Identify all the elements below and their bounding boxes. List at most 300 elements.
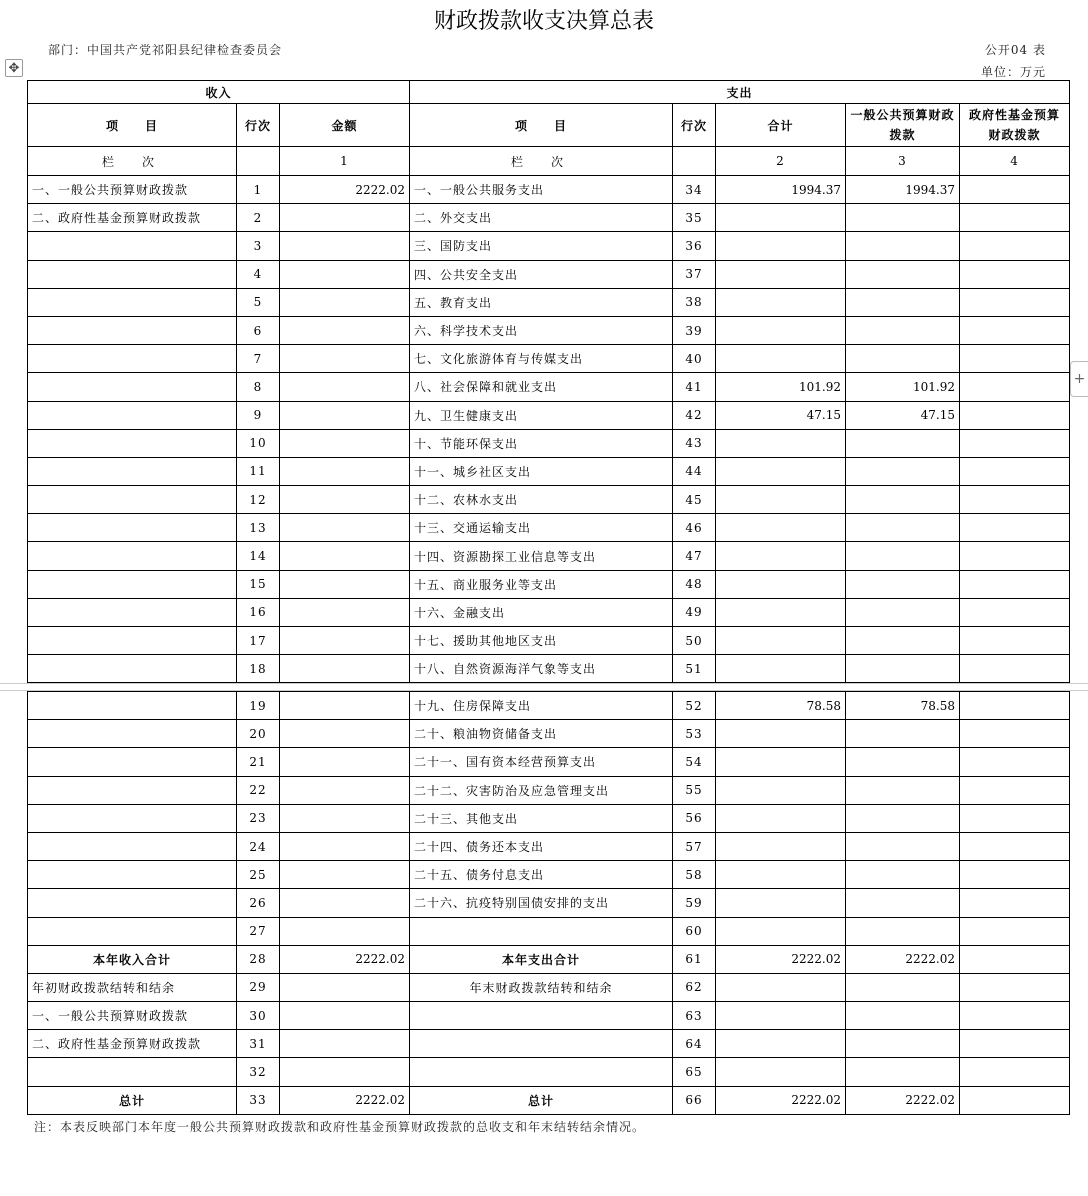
total-cell [716,748,846,776]
gov-fund-cell [960,345,1070,373]
expense-item-cell: 八、社会保障和就业支出 [410,373,673,401]
income-amount-cell [280,570,410,598]
income-item-cell [28,429,237,457]
income-amount-cell [280,401,410,429]
gov-fund-cell [960,889,1070,917]
income-line-cell: 20 [237,720,280,748]
income-amount-cell [280,542,410,570]
total-cell [716,345,846,373]
expense-line-cell: 57 [673,832,716,860]
income-line-cell: 13 [237,514,280,542]
table-row [28,655,1070,683]
expense-item-cell: 九、卫生健康支出 [410,401,673,429]
income-item-cell [28,316,237,344]
income-line-cell: 22 [237,776,280,804]
general-budget-cell: 2222.02 [846,945,960,973]
income-item-cell [28,542,237,570]
income-line-cell: 24 [237,832,280,860]
income-item-cell: 二、政府性基金预算财政拨款 [28,1030,237,1058]
page-break [0,683,1088,691]
income-line-cell: 11 [237,457,280,485]
income-line-cell: 14 [237,542,280,570]
total-cell: 101.92 [716,373,846,401]
general-budget-cell [846,345,960,373]
income-amount-cell [280,720,410,748]
expense-line-cell: 60 [673,917,716,945]
income-amount-cell [280,232,410,260]
expense-item-cell: 二十三、其他支出 [410,804,673,832]
table-row [28,514,1070,542]
expense-item-cell [410,1030,673,1058]
col-index-3: 3 [846,147,960,176]
expense-item-cell: 十、节能环保支出 [410,429,673,457]
col-index-4: 4 [960,147,1070,176]
income-item-cell: 二、政府性基金预算财政拨款 [28,204,237,232]
income-line-cell: 21 [237,748,280,776]
income-item-cell [28,889,237,917]
income-line-cell: 19 [237,692,280,720]
income-amount-cell [280,804,410,832]
income-line-cell: 1 [237,176,280,204]
total-cell [716,486,846,514]
move-handle-icon[interactable]: ✥ [5,59,23,77]
expense-item-cell: 六、科学技术支出 [410,316,673,344]
total-cell: 78.58 [716,692,846,720]
total-cell: 1994.37 [716,176,846,204]
expense-item-cell: 十五、商业服务业等支出 [410,570,673,598]
income-item-cell [28,486,237,514]
general-budget-cell [846,316,960,344]
income-item-cell [28,861,237,889]
table-row [28,401,1070,429]
gov-fund-cell [960,748,1070,776]
total-cell [716,655,846,683]
income-line-cell: 23 [237,804,280,832]
income-line-cell: 31 [237,1030,280,1058]
table-row [28,1030,1070,1058]
income-item-cell [28,917,237,945]
income-amount-cell [280,373,410,401]
table-row [28,1058,1070,1086]
income-item-cell [28,401,237,429]
income-item-cell [28,598,237,626]
table-row [28,542,1070,570]
col-label: 栏 次 [410,147,673,176]
expense-item-cell: 二十一、国有资本经营预算支出 [410,748,673,776]
expense-item-cell: 十九、住房保障支出 [410,692,673,720]
income-amount-cell [280,627,410,655]
expense-line-cell: 47 [673,542,716,570]
expense-line-cell: 66 [673,1086,716,1114]
expense-line-cell: 45 [673,486,716,514]
general-budget-cell: 1994.37 [846,176,960,204]
expense-item-cell: 十三、交通运输支出 [410,514,673,542]
general-budget-cell [846,288,960,316]
income-item-cell [28,655,237,683]
fiscal-summary-table-part1 [27,80,1070,683]
expense-item-cell: 十七、援助其他地区支出 [410,627,673,655]
expense-item-cell: 总计 [410,1086,673,1114]
total-cell [716,316,846,344]
general-budget-cell [846,917,960,945]
total-cell [716,889,846,917]
gov-fund-header: 政府性基金预算财政拨款 [960,104,1070,147]
income-amount-cell: 2222.02 [280,1086,410,1114]
expense-line-cell: 46 [673,514,716,542]
gov-fund-cell [960,486,1070,514]
expense-item-cell: 七、文化旅游体育与传媒支出 [410,345,673,373]
general-budget-cell: 78.58 [846,692,960,720]
income-item-cell [28,373,237,401]
income-item-cell [28,832,237,860]
table-row [28,748,1070,776]
table-row [28,1086,1070,1114]
table-row [28,917,1070,945]
table-code: 公开04 表 [984,43,1046,57]
total-cell [716,457,846,485]
expense-line-cell: 34 [673,176,716,204]
table-row [28,832,1070,860]
expense-item-header: 项 目 [410,104,673,147]
total-cell: 2222.02 [716,945,846,973]
general-budget-cell [846,1030,960,1058]
income-amount-cell [280,917,410,945]
general-budget-cell [846,776,960,804]
gov-fund-cell [960,429,1070,457]
general-budget-cell [846,260,960,288]
fiscal-summary-table-part2 [27,691,1070,1115]
gov-fund-cell [960,204,1070,232]
table-row [28,176,1070,204]
table-row [28,720,1070,748]
general-budget-cell [846,514,960,542]
income-header: 收入 [28,81,410,104]
income-line-cell: 4 [237,260,280,288]
expense-line-cell: 55 [673,776,716,804]
table-row [28,804,1070,832]
total-cell [716,514,846,542]
income-amount-cell [280,1030,410,1058]
total-cell [716,598,846,626]
gov-fund-cell [960,917,1070,945]
general-budget-cell [846,486,960,514]
expense-line-cell: 56 [673,804,716,832]
general-budget-cell [846,655,960,683]
amount-header: 金额 [280,104,410,147]
table-row [28,232,1070,260]
income-line-cell: 25 [237,861,280,889]
total-cell [716,1058,846,1086]
income-line-cell: 5 [237,288,280,316]
expense-line-cell: 41 [673,373,716,401]
gov-fund-cell [960,457,1070,485]
expense-line-header: 行次 [673,104,716,147]
total-cell [716,542,846,570]
income-amount-cell [280,204,410,232]
income-item-cell [28,804,237,832]
expense-item-cell: 三、国防支出 [410,232,673,260]
expense-line-cell: 65 [673,1058,716,1086]
expense-line-cell: 44 [673,457,716,485]
general-budget-cell [846,832,960,860]
income-line-cell: 28 [237,945,280,973]
total-cell [716,804,846,832]
income-line-cell: 2 [237,204,280,232]
income-amount-cell [280,457,410,485]
expense-line-cell: 50 [673,627,716,655]
total-cell [716,288,846,316]
income-line-cell: 10 [237,429,280,457]
expense-item-cell: 二十、粮油物资储备支出 [410,720,673,748]
expense-item-cell: 二十四、债务还本支出 [410,832,673,860]
expense-line-cell: 42 [673,401,716,429]
expense-line-cell: 37 [673,260,716,288]
table-row [28,373,1070,401]
general-budget-cell [846,804,960,832]
expense-item-cell: 十八、自然资源海洋气象等支出 [410,655,673,683]
income-amount-cell [280,973,410,1001]
total-cell [716,1002,846,1030]
gov-fund-cell [960,776,1070,804]
income-item-cell [28,457,237,485]
income-amount-cell [280,655,410,683]
table-row [28,457,1070,485]
total-cell [716,570,846,598]
income-item-cell: 年初财政拨款结转和结余 [28,973,237,1001]
gov-fund-cell [960,1086,1070,1114]
expense-line-cell: 58 [673,861,716,889]
expense-item-cell: 二十六、抗疫特别国债安排的支出 [410,889,673,917]
gov-fund-cell [960,973,1070,1001]
expense-item-cell [410,1002,673,1030]
table-row [28,692,1070,720]
income-item-cell [28,776,237,804]
total-cell: 47.15 [716,401,846,429]
total-cell [716,720,846,748]
general-budget-cell [846,232,960,260]
table-row [28,627,1070,655]
income-line-cell: 9 [237,401,280,429]
table-row [28,204,1070,232]
expense-line-cell: 43 [673,429,716,457]
income-amount-cell [280,514,410,542]
total-cell [716,260,846,288]
add-icon[interactable]: + [1070,361,1088,397]
income-item-cell [28,345,237,373]
table-row [28,486,1070,514]
income-line-cell: 8 [237,373,280,401]
gov-fund-cell [960,720,1070,748]
table-row [28,570,1070,598]
expense-line-cell: 35 [673,204,716,232]
expense-line-cell: 48 [673,570,716,598]
total-cell: 2222.02 [716,1086,846,1114]
col-label: 栏 次 [28,147,237,176]
income-item-header: 项 目 [28,104,237,147]
expense-line-cell: 52 [673,692,716,720]
general-budget-cell [846,1058,960,1086]
income-amount-cell [280,345,410,373]
general-budget-cell: 2222.02 [846,1086,960,1114]
income-amount-cell [280,1058,410,1086]
table-row [28,345,1070,373]
gov-fund-cell [960,570,1070,598]
expense-item-cell: 一、一般公共服务支出 [410,176,673,204]
footnote: 注：本表反映部门本年度一般公共预算财政拨款和政府性基金预算财政拨款的总收支和年末结转结余情况。 [34,1120,646,1134]
expense-line-cell: 51 [673,655,716,683]
gov-fund-cell [960,1030,1070,1058]
income-amount-cell [280,598,410,626]
table-row [28,776,1070,804]
general-budget-cell [846,748,960,776]
expense-item-cell: 十六、金融支出 [410,598,673,626]
income-item-cell [28,232,237,260]
general-budget-cell [846,457,960,485]
income-amount-cell [280,861,410,889]
expense-line-cell: 54 [673,748,716,776]
income-line-cell: 17 [237,627,280,655]
gov-fund-cell [960,373,1070,401]
income-item-cell: 一、一般公共预算财政拨款 [28,1002,237,1030]
income-item-cell [28,514,237,542]
gov-fund-cell [960,861,1070,889]
expense-line-cell: 64 [673,1030,716,1058]
expense-item-cell: 二十五、债务付息支出 [410,861,673,889]
income-line-cell: 18 [237,655,280,683]
total-cell [716,204,846,232]
total-cell [716,627,846,655]
expense-item-cell: 十二、农林水支出 [410,486,673,514]
general-budget-cell [846,598,960,626]
income-amount-cell [280,1002,410,1030]
gov-fund-cell [960,401,1070,429]
income-item-cell [28,260,237,288]
expense-line-cell: 59 [673,889,716,917]
income-item-cell: 本年收入合计 [28,945,237,973]
table-row [28,861,1070,889]
income-line-cell: 6 [237,316,280,344]
expense-item-cell [410,917,673,945]
expense-item-cell: 十四、资源勘探工业信息等支出 [410,542,673,570]
general-budget-cell [846,889,960,917]
expense-item-cell: 二十二、灾害防治及应急管理支出 [410,776,673,804]
income-line-cell: 7 [237,345,280,373]
table-row [28,288,1070,316]
gov-fund-cell [960,316,1070,344]
expense-line-cell: 49 [673,598,716,626]
table-row [28,598,1070,626]
income-amount-cell: 2222.02 [280,945,410,973]
general-budget-cell [846,861,960,889]
gov-fund-cell [960,288,1070,316]
expense-item-cell: 本年支出合计 [410,945,673,973]
expense-item-cell: 四、公共安全支出 [410,260,673,288]
income-item-cell [28,570,237,598]
table-row [28,889,1070,917]
table-row [28,316,1070,344]
expense-line-cell: 38 [673,288,716,316]
table-row [28,260,1070,288]
income-item-cell [28,748,237,776]
gov-fund-cell [960,692,1070,720]
income-amount-cell: 2222.02 [280,176,410,204]
income-amount-cell [280,889,410,917]
general-budget-cell [846,429,960,457]
income-line-cell: 15 [237,570,280,598]
gov-fund-cell [960,832,1070,860]
general-budget-cell [846,1002,960,1030]
expense-item-cell: 五、教育支出 [410,288,673,316]
table-row [28,429,1070,457]
total-cell [716,917,846,945]
general-budget-cell [846,204,960,232]
total-header: 合计 [716,104,846,147]
general-budget-cell [846,542,960,570]
general-budget-cell [846,973,960,1001]
expense-item-cell: 年末财政拨款结转和结余 [410,973,673,1001]
income-line-cell: 12 [237,486,280,514]
gov-fund-cell [960,514,1070,542]
col-index-2: 2 [716,147,846,176]
total-cell [716,776,846,804]
income-amount-cell [280,429,410,457]
general-budget-cell [846,627,960,655]
total-cell [716,232,846,260]
table-row [28,1002,1070,1030]
expense-line-cell: 61 [673,945,716,973]
expense-item-cell: 二、外交支出 [410,204,673,232]
general-budget-cell [846,720,960,748]
income-amount-cell [280,832,410,860]
table-row [28,973,1070,1001]
income-amount-cell [280,486,410,514]
general-budget-cell: 101.92 [846,373,960,401]
total-cell [716,832,846,860]
income-amount-cell [280,260,410,288]
gov-fund-cell [960,232,1070,260]
gov-fund-cell [960,945,1070,973]
gov-fund-cell [960,627,1070,655]
department-label: 部门：中国共产党祁阳县纪律检查委员会 [48,43,283,57]
expense-line-cell: 63 [673,1002,716,1030]
unit-label: 单位：万元 [980,65,1046,79]
general-budget-cell: 47.15 [846,401,960,429]
expense-line-cell: 40 [673,345,716,373]
gov-fund-cell [960,542,1070,570]
total-cell [716,861,846,889]
total-cell [716,429,846,457]
income-line-cell: 32 [237,1058,280,1086]
income-line-cell: 33 [237,1086,280,1114]
income-amount-cell [280,748,410,776]
expense-line-cell: 39 [673,316,716,344]
income-item-cell: 总计 [28,1086,237,1114]
col-index-1: 1 [280,147,410,176]
income-amount-cell [280,316,410,344]
income-line-cell: 30 [237,1002,280,1030]
income-amount-cell [280,776,410,804]
gov-fund-cell [960,1002,1070,1030]
income-line-cell: 27 [237,917,280,945]
total-cell [716,973,846,1001]
income-item-cell: 一、一般公共预算财政拨款 [28,176,237,204]
income-line-cell: 29 [237,973,280,1001]
table-row [28,945,1070,973]
income-amount-cell [280,288,410,316]
gov-fund-cell [960,1058,1070,1086]
income-line-header: 行次 [237,104,280,147]
income-amount-cell [280,692,410,720]
